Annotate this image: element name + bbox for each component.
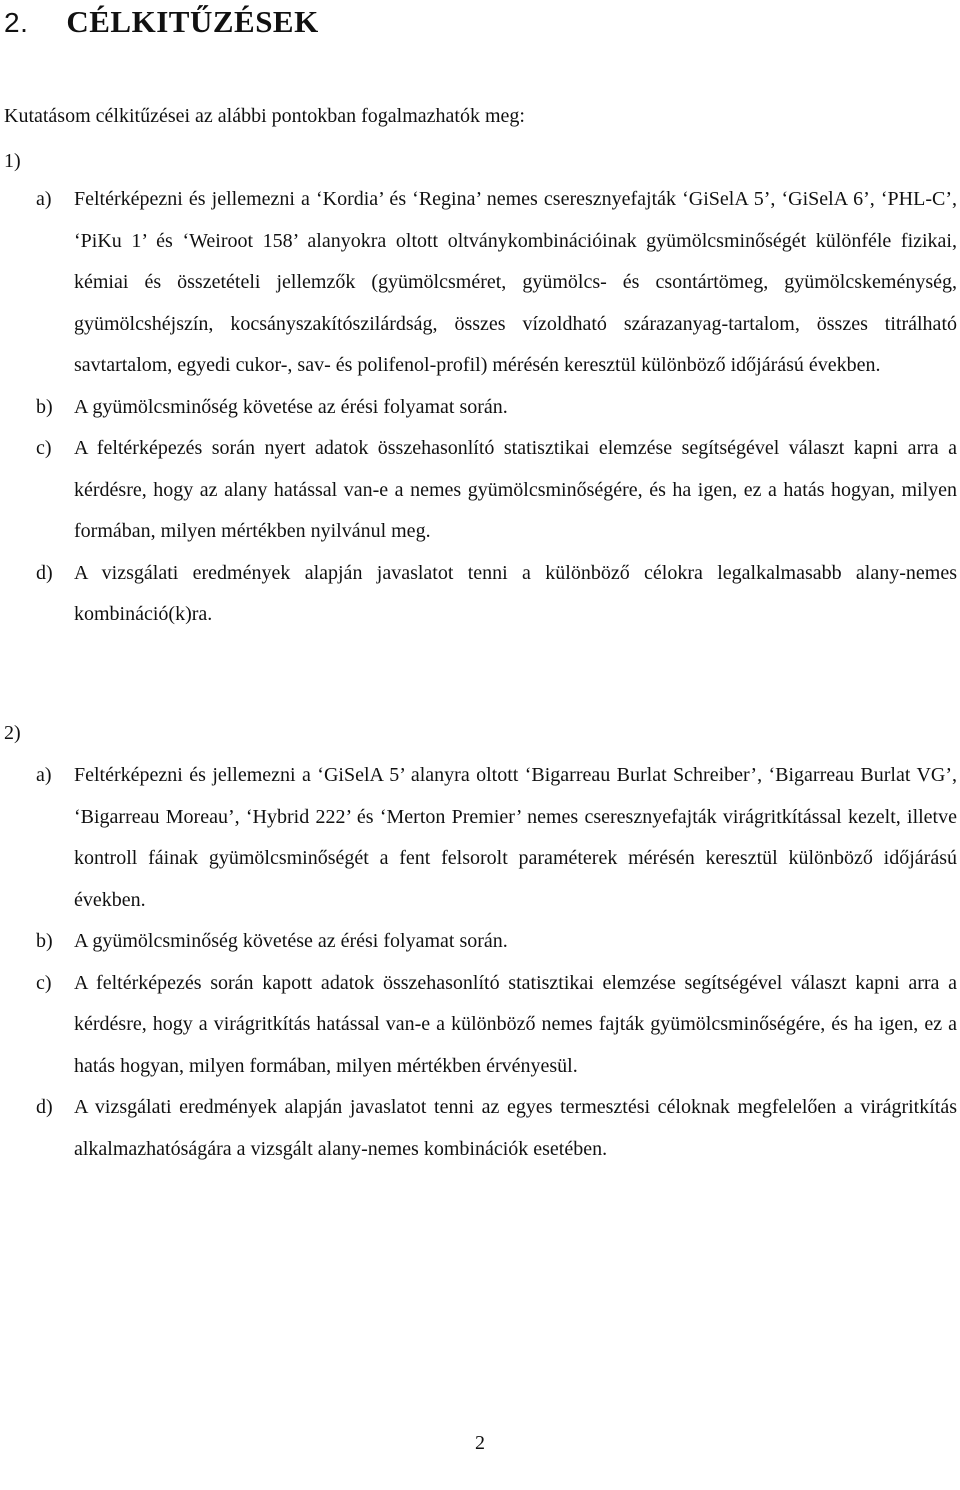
list-item [0,387,960,429]
objectives-list [0,755,960,1170]
intro-paragraph: Kutatásom célkitűzései az alábbi pontokban fogalmazhatók meg: [4,105,525,127]
chapter-heading [4,0,319,45]
item-text: A gyümölcsminőség követése az érési folyamat során. [74,930,508,952]
item-text: Feltérképezni és jellemezni a ‘Kordia’ és ‘Regina’ nemes cseresznyefajták ‘GiSelA 5’, ‘GiSelA 6’, ‘PHL-C’, ‘PiKu 1’ és ‘Weiroot 158’ alanyokra oltott oltványkombinációinak gyümölcsminőségét különféle fizikai, kémiai és összetételi jellemzők (gyümölcsméret, gyümölcs- és csontártömeg, gyümölcskeménység, gyümölcshéjszín, kocsányszakítószilárdság, összes vízoldható szárazanyag-tartalom, összes titrálható savtartalom, egyedi cukor-, sav- és polifenol-profil) mérésén keresztül különböző időjárású években. [74,188,957,376]
list-item [0,428,960,553]
item-text: Feltérképezni és jellemezni a ‘GiSelA 5’ alanyra oltott ‘Bigarreau Burlat Schreiber’, ‘Bigarreau Burlat VG’, ‘Bigarreau Moreau’, ‘Hybrid 222’ és ‘Merton Premier’ nemes cseresznyefajták virágritkítással kezelt, illetve kontroll fáinak gyümölcsminőségét a fent felsorolt paraméterek mérésén keresztül különböző időjárású években. [74,764,957,911]
item-letter: b) [36,930,53,952]
item-letter: c) [36,437,52,459]
list-item [0,553,960,636]
item-text: A vizsgálati eredmények alapján javaslatot tenni a különböző célokra legalkalmasabb alany-nemes kombináció(k)ra. [74,561,957,625]
item-letter: c) [36,971,52,994]
item-letter: a) [36,764,52,786]
item-text: A vizsgálati eredmények alapján javaslatot tenni az egyes termesztési céloknak megfelelően a virágritkítás alkalmazhatóságára a vizsgált alany-nemes kombinációk esetében. [74,1096,957,1160]
list-item [0,755,960,921]
section-number: 2) [4,722,21,744]
list-item [0,1087,960,1170]
objectives-list [0,179,960,636]
chapter-title: CÉLKITŰZÉSEK [66,4,319,39]
item-letter: a) [36,188,52,210]
chapter-number: 2. [4,7,29,38]
page-number: 2 [475,1432,485,1454]
list-item [0,921,960,963]
item-text: A feltérképezés során kapott adatok összehasonlító statisztikai elemzése segítségével választ kapni arra a kérdésre, hogy a virágritkítás hatással van-e a különböző nemes fajták gyümölcsminőségére, és ha igen, ez a hatás hogyan, milyen formában, milyen mértékben érvényesül. [74,971,957,1077]
item-letter: d) [36,1096,53,1118]
list-item [0,179,960,387]
item-letter: d) [36,561,53,584]
item-text: A gyümölcsminőség követése az érési folyamat során. [74,395,508,418]
list-item [0,963,960,1088]
item-letter: b) [36,395,53,418]
section-number: 1) [4,150,21,172]
item-text: A feltérképezés során nyert adatok összehasonlító statisztikai elemzése segítségével választ kapni arra a kérdésre, hogy az alany hatással van-e a nemes gyümölcsminőségére, és ha igen, ez a hatás hogyan, milyen formában, milyen mértékben nyilvánul meg. [74,437,957,542]
